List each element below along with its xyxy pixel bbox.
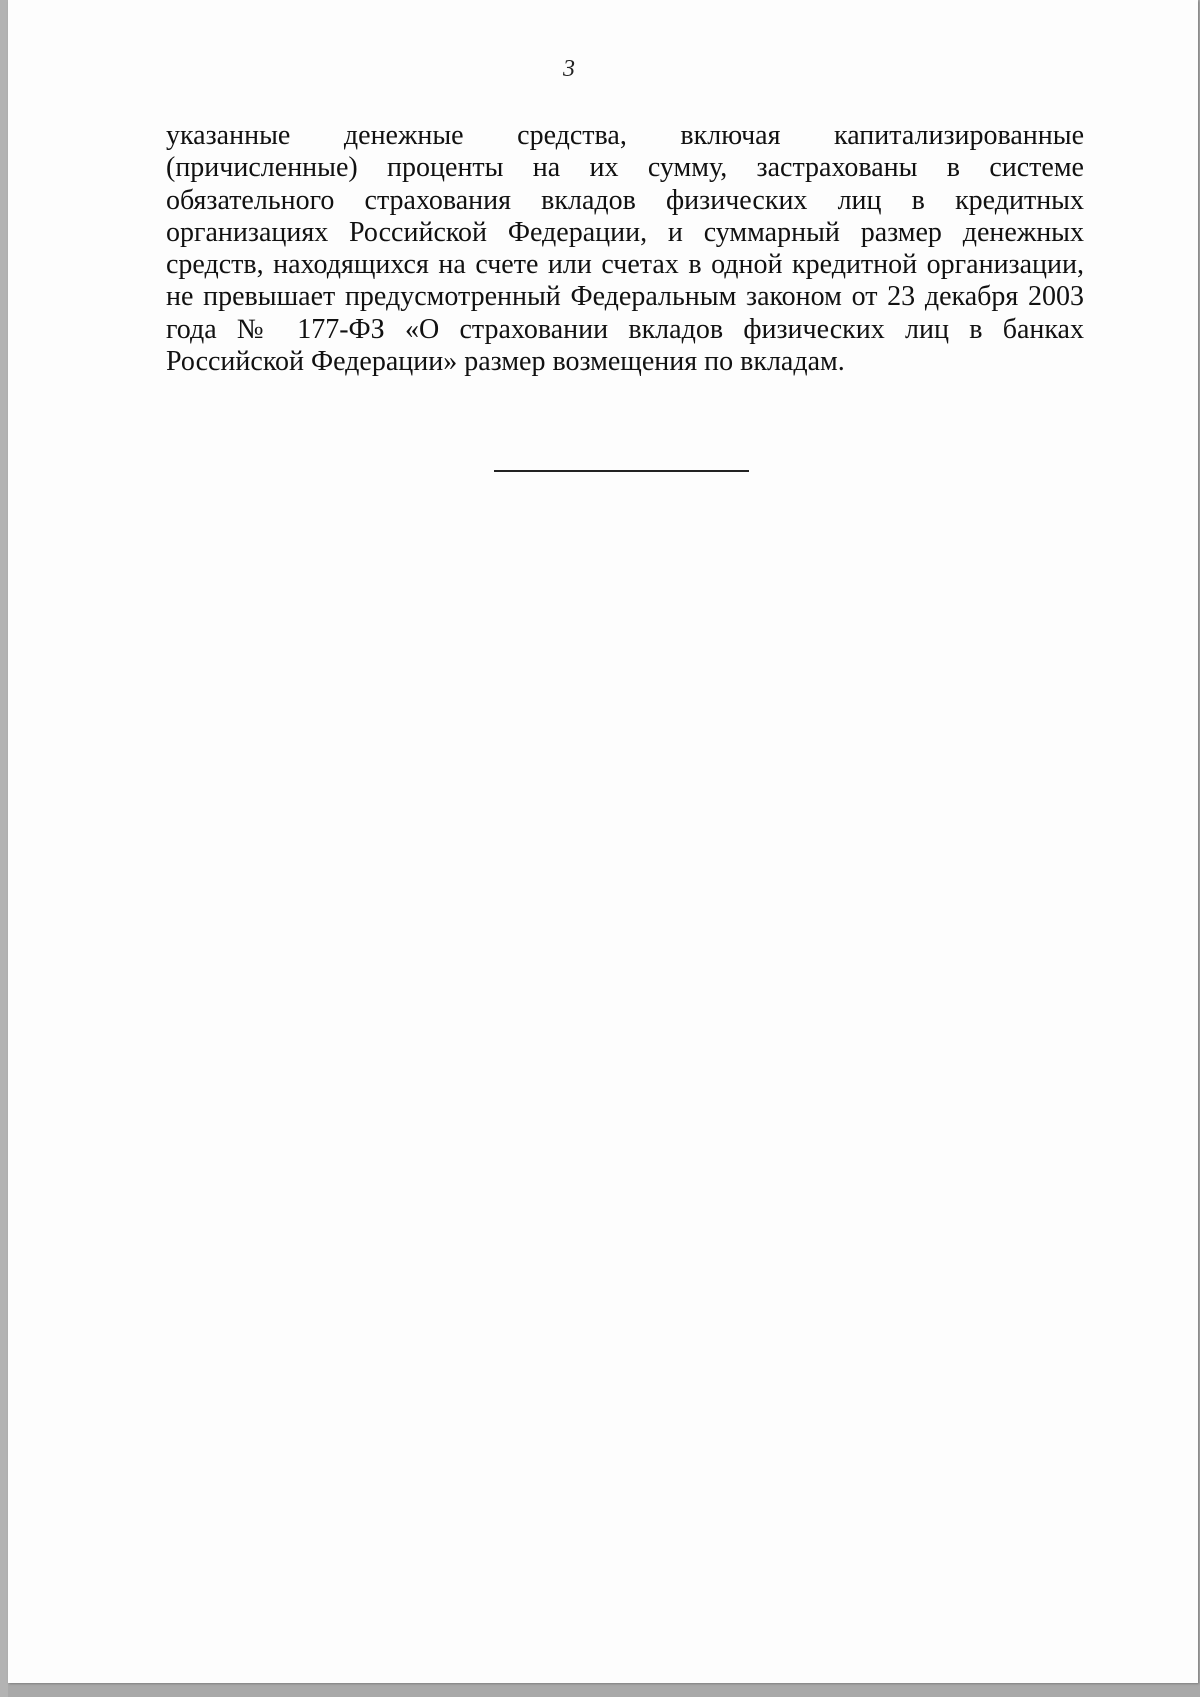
- document-page: [8, 0, 1198, 1683]
- end-of-text-rule: [494, 470, 749, 472]
- scan-left-edge: [0, 0, 8, 1697]
- page-number: 3: [563, 56, 575, 82]
- body-paragraph: указанные денежные средства, включая капитализированные (причисленные) проценты на их сумму, застрахованы в системе обязательного страхования вкладов физических лиц в кредитных организациях Российской Федерации, и суммарный размер денежных средств, находящихся на счете или счетах в одной кредитной организации, не превышает предусмотренный Федеральным законом от 23 декабря 2003 года № 177-ФЗ «О страховании вкладов физических лиц в банках Российской Федерации» размер возмещения по вкладам.: [166, 120, 1084, 378]
